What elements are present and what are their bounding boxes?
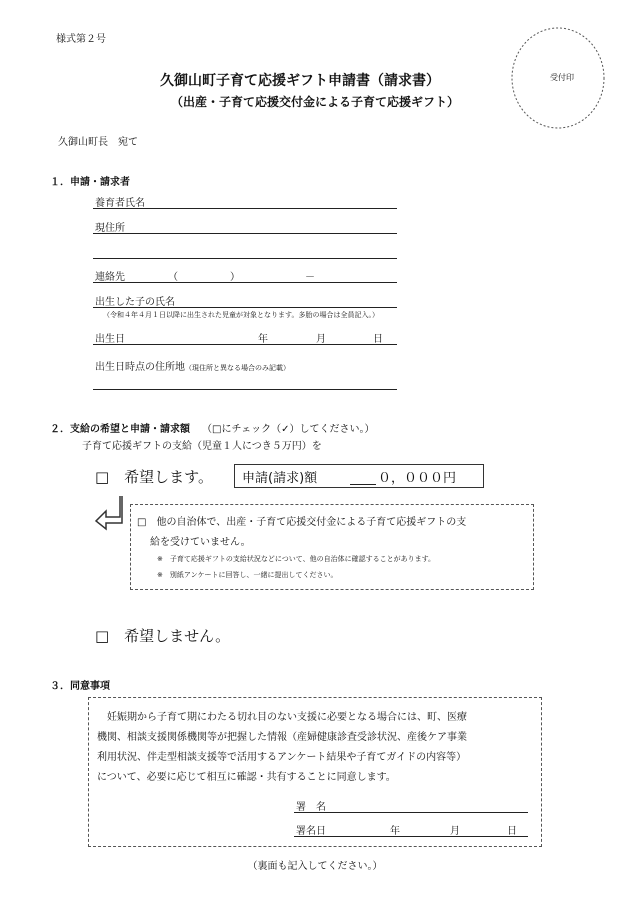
- addressee: 久御山町長 宛て: [58, 137, 138, 148]
- contact-dash: －: [305, 272, 315, 283]
- confirmation-note1: ※ 子育て応援ギフトの支給状況などについて、他の自治体に確認することがあります。: [157, 555, 436, 563]
- amount-input-line[interactable]: [350, 484, 376, 485]
- signature-field[interactable]: [294, 812, 528, 813]
- reverse-side-note: （裏面も記入してください。）: [247, 861, 383, 872]
- option-decline-checkbox[interactable]: □ 希望しません。: [95, 627, 231, 645]
- sign-month-unit: 月: [450, 826, 460, 837]
- signature-date-label: 署名日: [296, 826, 326, 837]
- section2-heading-note: （□にチェック（✓）してください。）: [202, 424, 375, 435]
- form-subtitle: （出産・子育て応援交付金による子育て応援ギフト）: [170, 95, 459, 109]
- arrow-down-left-icon: [94, 495, 124, 531]
- not-received-checkbox[interactable]: □ 他の自治体で、出産・子育て応援交付金による子育て応援ギフトの支: [137, 517, 467, 528]
- sign-year-unit: 年: [390, 826, 400, 837]
- sign-day-unit: 日: [507, 826, 517, 837]
- form-number: 様式第２号: [56, 34, 106, 45]
- birth-address-field[interactable]: [93, 389, 397, 390]
- child-name-label: 出生した子の氏名: [95, 297, 175, 308]
- amount-value: ０，０００円: [378, 471, 457, 486]
- signature-date-field[interactable]: [294, 836, 528, 837]
- birth-day-unit: 日: [373, 334, 383, 345]
- confirmation-note2: ※ 別紙アンケートに回答し、一緒に提出してください。: [157, 571, 338, 579]
- signature-label: 署 名: [296, 802, 326, 813]
- gift-line: 子育て応援ギフトの支給（児童１人につき５万円）を: [82, 441, 322, 452]
- contact-field[interactable]: [93, 282, 397, 283]
- guardian-name-field[interactable]: [93, 208, 397, 209]
- birth-address-label: 出生日時点の住所地: [95, 362, 185, 373]
- section2-heading: ２．支給の希望と申請・請求額: [50, 424, 190, 435]
- not-received-line2: 給を受けていません。: [150, 537, 251, 548]
- amount-label: 申請(請求)額: [242, 471, 318, 486]
- birthdate-field[interactable]: [93, 344, 397, 345]
- guardian-name-label: 養育者氏名: [95, 198, 145, 209]
- address-field-line1[interactable]: [93, 233, 397, 234]
- option-want-checkbox[interactable]: □ 希望します。: [95, 468, 213, 486]
- child-eligibility-note: （令和４年４月１日以降に出生された児童が対象となります。多胎の場合は全員記入。）: [103, 311, 379, 319]
- receipt-stamp-label: 受付印: [550, 73, 574, 82]
- section2-heading-row: [50, 417, 375, 436]
- birth-address-label-row: [95, 355, 290, 374]
- consent-line-3: 利用状況、伴走型相談支援等で活用するアンケート結果や子育てガイドの内容等）: [97, 752, 467, 763]
- child-name-field[interactable]: [93, 307, 397, 308]
- address-label: 現住所: [95, 223, 125, 234]
- consent-line-2: 機関、相談支援関係機関等が把握した情報（産婦健康診査受診状況、産後ケア事業: [97, 732, 467, 743]
- birth-month-unit: 月: [316, 334, 326, 345]
- contact-paren-close: ）: [230, 272, 240, 283]
- consent-line-4: について、必要に応じて相互に確認・共有することに同意します。: [97, 772, 396, 783]
- address-field-line2[interactable]: [93, 258, 397, 259]
- contact-label: 連絡先: [95, 272, 125, 283]
- consent-line-1: 妊娠期から子育て期にわたる切れ目のない支援に必要となる場合には、町、医療: [97, 712, 467, 723]
- birth-address-note: （現住所と異なる場合のみ記載）: [185, 364, 290, 372]
- birthdate-label: 出生日: [95, 334, 125, 345]
- birth-year-unit: 年: [258, 334, 268, 345]
- form-title: 久御山町子育て応援ギフト申請書（請求書）: [160, 73, 440, 89]
- section3-heading: ３．同意事項: [50, 681, 110, 692]
- section1-heading: １．申請・請求者: [50, 177, 130, 188]
- contact-paren-open: （: [168, 272, 178, 283]
